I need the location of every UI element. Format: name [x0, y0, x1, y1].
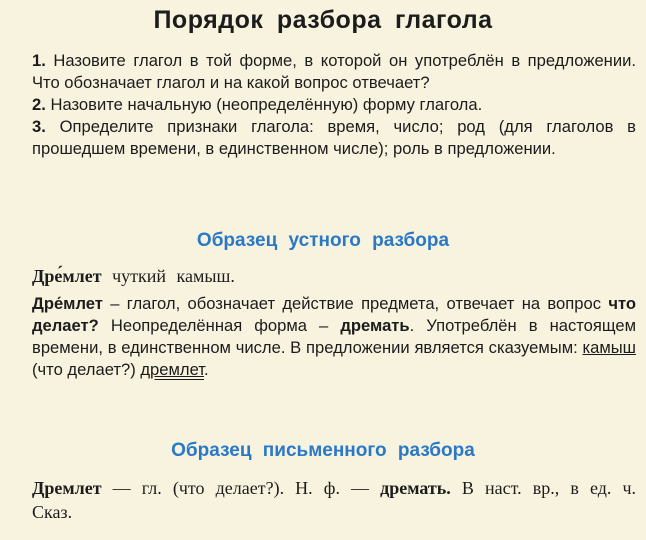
step-text: Назовите начальную (неопределённую) форму глагола.: [45, 95, 483, 114]
written-analysis: [32, 476, 636, 524]
written-heading: Образец письменного разбора: [171, 440, 475, 461]
analysis-text: . Употреблён в настоящем времени, в единственном числе. В предложении является сказуемым:: [32, 316, 636, 357]
step-item: [32, 116, 636, 160]
step-number: 1.: [32, 51, 46, 70]
page-title: Порядок разбора глагола: [153, 6, 493, 34]
analysis-subject: камыш: [582, 338, 636, 357]
written-text: В наст. вр., в ед. ч. Сказ.: [32, 478, 637, 522]
analysis-predicate: дремлет: [140, 360, 205, 379]
oral-heading: Образец устного разбора: [196, 230, 450, 251]
analysis-question: что делает?: [32, 294, 636, 335]
analysis-verb: Дре́млет: [32, 294, 103, 313]
steps-list: [32, 50, 636, 160]
step-number: 2.: [32, 95, 46, 114]
written-verb: Дремлет: [32, 478, 102, 498]
example-rest: чуткий камыш.: [101, 266, 235, 286]
step-item: [32, 94, 636, 116]
step-number: 3.: [32, 117, 46, 136]
oral-analysis: [32, 293, 636, 381]
analysis-initial-form: дремать: [340, 316, 410, 335]
step-text: Определите признаки глагола: время, число; род (для глаголов в прошедшем времени, в единственном числе); роль в предложении.: [32, 117, 636, 158]
written-initial-form: дремать.: [380, 478, 451, 498]
written-text: — гл. (что делает?). Н. ф. —: [101, 478, 381, 498]
analysis-text: Неопределённая форма –: [98, 316, 341, 335]
step-item: [32, 50, 636, 94]
analysis-text: – глагол, обозначает действие предмета, отвечает на вопрос: [102, 294, 609, 313]
analysis-text: (что делает?): [32, 360, 141, 379]
example-sentence: [32, 266, 235, 287]
example-verb: Дре́млет: [32, 266, 102, 286]
analysis-text: .: [204, 360, 209, 379]
step-text: Назовите глагол в той форме, в которой он употреблён в предложении. Что обозначает глагол и на какой вопрос отвечает?: [32, 51, 636, 92]
